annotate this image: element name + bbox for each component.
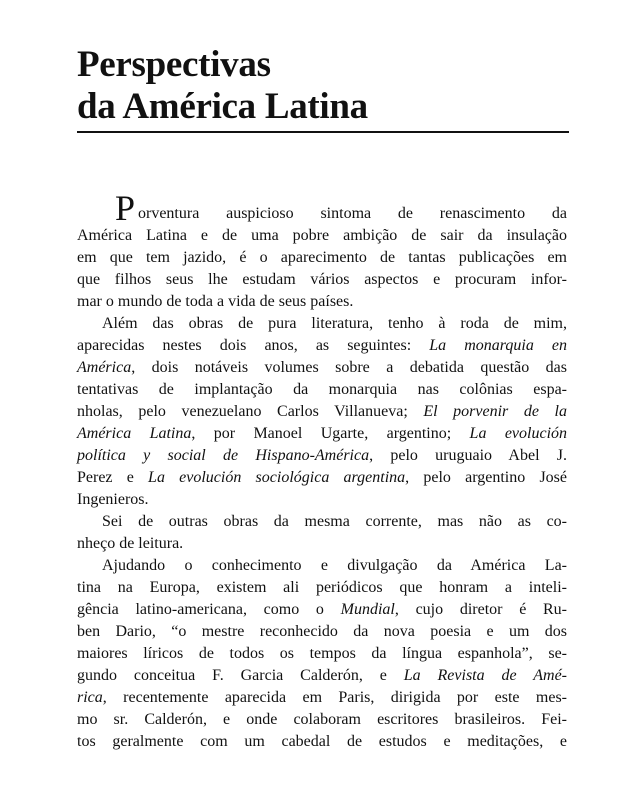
text-line: nheço de leitura. <box>77 535 184 552</box>
text-span: , pelo argentino José <box>405 469 568 486</box>
text-line: Ajudando o conhecimento e divulgação da América La- <box>102 557 567 574</box>
text-span: , por Manoel Ugarte, argentino; <box>191 425 470 442</box>
text-span: nholas, pelo venezuelano Carlos Villanueva; <box>77 403 424 420</box>
book-title: América <box>77 359 132 376</box>
periodical-title: Mundial <box>340 601 395 618</box>
text-span: Perez e <box>77 469 149 486</box>
periodical-title: La Revista de Amé- <box>403 667 568 684</box>
text-span: , recentemente aparecida em Paris, dirigida por este mes- <box>102 689 567 706</box>
text-line <box>77 357 567 379</box>
drop-cap: P <box>115 188 136 228</box>
text-line <box>77 423 567 445</box>
text-line <box>77 335 567 357</box>
text-line: ben Dario, “o mestre reconhecido da nova poesia e um dos <box>77 623 567 640</box>
text-line: Além das obras de pura literatura, tenho à roda de mim, <box>102 315 567 332</box>
text-line <box>77 467 567 489</box>
book-title: América Latina <box>77 425 192 442</box>
book-title: La monarquia en <box>429 337 567 354</box>
text-line <box>77 687 567 709</box>
text-line <box>77 188 567 228</box>
title-rule <box>77 131 569 133</box>
periodical-title: rica <box>77 689 103 706</box>
text-span: , pelo uruguaio Abel J. <box>369 447 567 464</box>
text-span: orventura auspicioso sintoma de renascimento da <box>138 205 567 222</box>
text-span: gência latino-americana, como o <box>77 601 341 618</box>
text-line: tos geralmente com um cabedal de estudos e meditações, e <box>77 733 567 750</box>
text-line <box>77 665 567 687</box>
text-line: América Latina e de uma pobre ambição de sair da insulação <box>77 227 567 244</box>
text-line: em que tem jazido, é o aparecimento de tantas publicações em <box>77 249 567 266</box>
text-line <box>77 445 567 467</box>
article-body <box>77 188 568 753</box>
text-line <box>77 401 567 423</box>
text-line: mo sr. Calderón, e onde colaboram escritores brasileiros. Fei- <box>77 711 567 728</box>
text-span: , dois notáveis volumes sobre a debatida questão das <box>131 359 567 376</box>
book-title: La evolución sociológica argentina <box>148 469 406 486</box>
text-span: , cujo diretor é Ru- <box>394 601 567 618</box>
book-title: La evolución <box>469 425 568 442</box>
text-line: tina na Europa, existem ali periódicos que honram a inteli- <box>77 579 567 596</box>
page-title <box>77 44 577 128</box>
book-title: El porvenir de la <box>423 403 567 420</box>
text-line: tentativas de implantação da monarquia nas colônias espa- <box>77 381 567 398</box>
title-line-1: Perspectivas <box>77 44 271 85</box>
text-span: gundo conceitua F. Garcia Calderón, e <box>77 667 404 684</box>
title-line-2: da América Latina <box>77 86 368 127</box>
paragraph-4 <box>77 555 567 753</box>
text-span: aparecidas nestes dois anos, as seguintes: <box>77 337 430 354</box>
text-line: que filhos seus lhe estudam vários aspectos e procuram infor- <box>77 271 567 288</box>
book-title: política y social de Hispano-América <box>77 447 370 464</box>
paragraph-1 <box>77 188 567 313</box>
text-line: Ingenieros. <box>77 491 149 508</box>
paragraph-2 <box>77 313 567 511</box>
paragraph-3 <box>77 511 567 555</box>
text-line: maiores líricos de todos os tempos da língua espanhola”, se- <box>77 645 567 662</box>
text-line: Sei de outras obras da mesma corrente, mas não as co- <box>102 513 567 530</box>
text-line <box>77 599 567 621</box>
text-line: mar o mundo de toda a vida de seus países. <box>77 293 354 310</box>
